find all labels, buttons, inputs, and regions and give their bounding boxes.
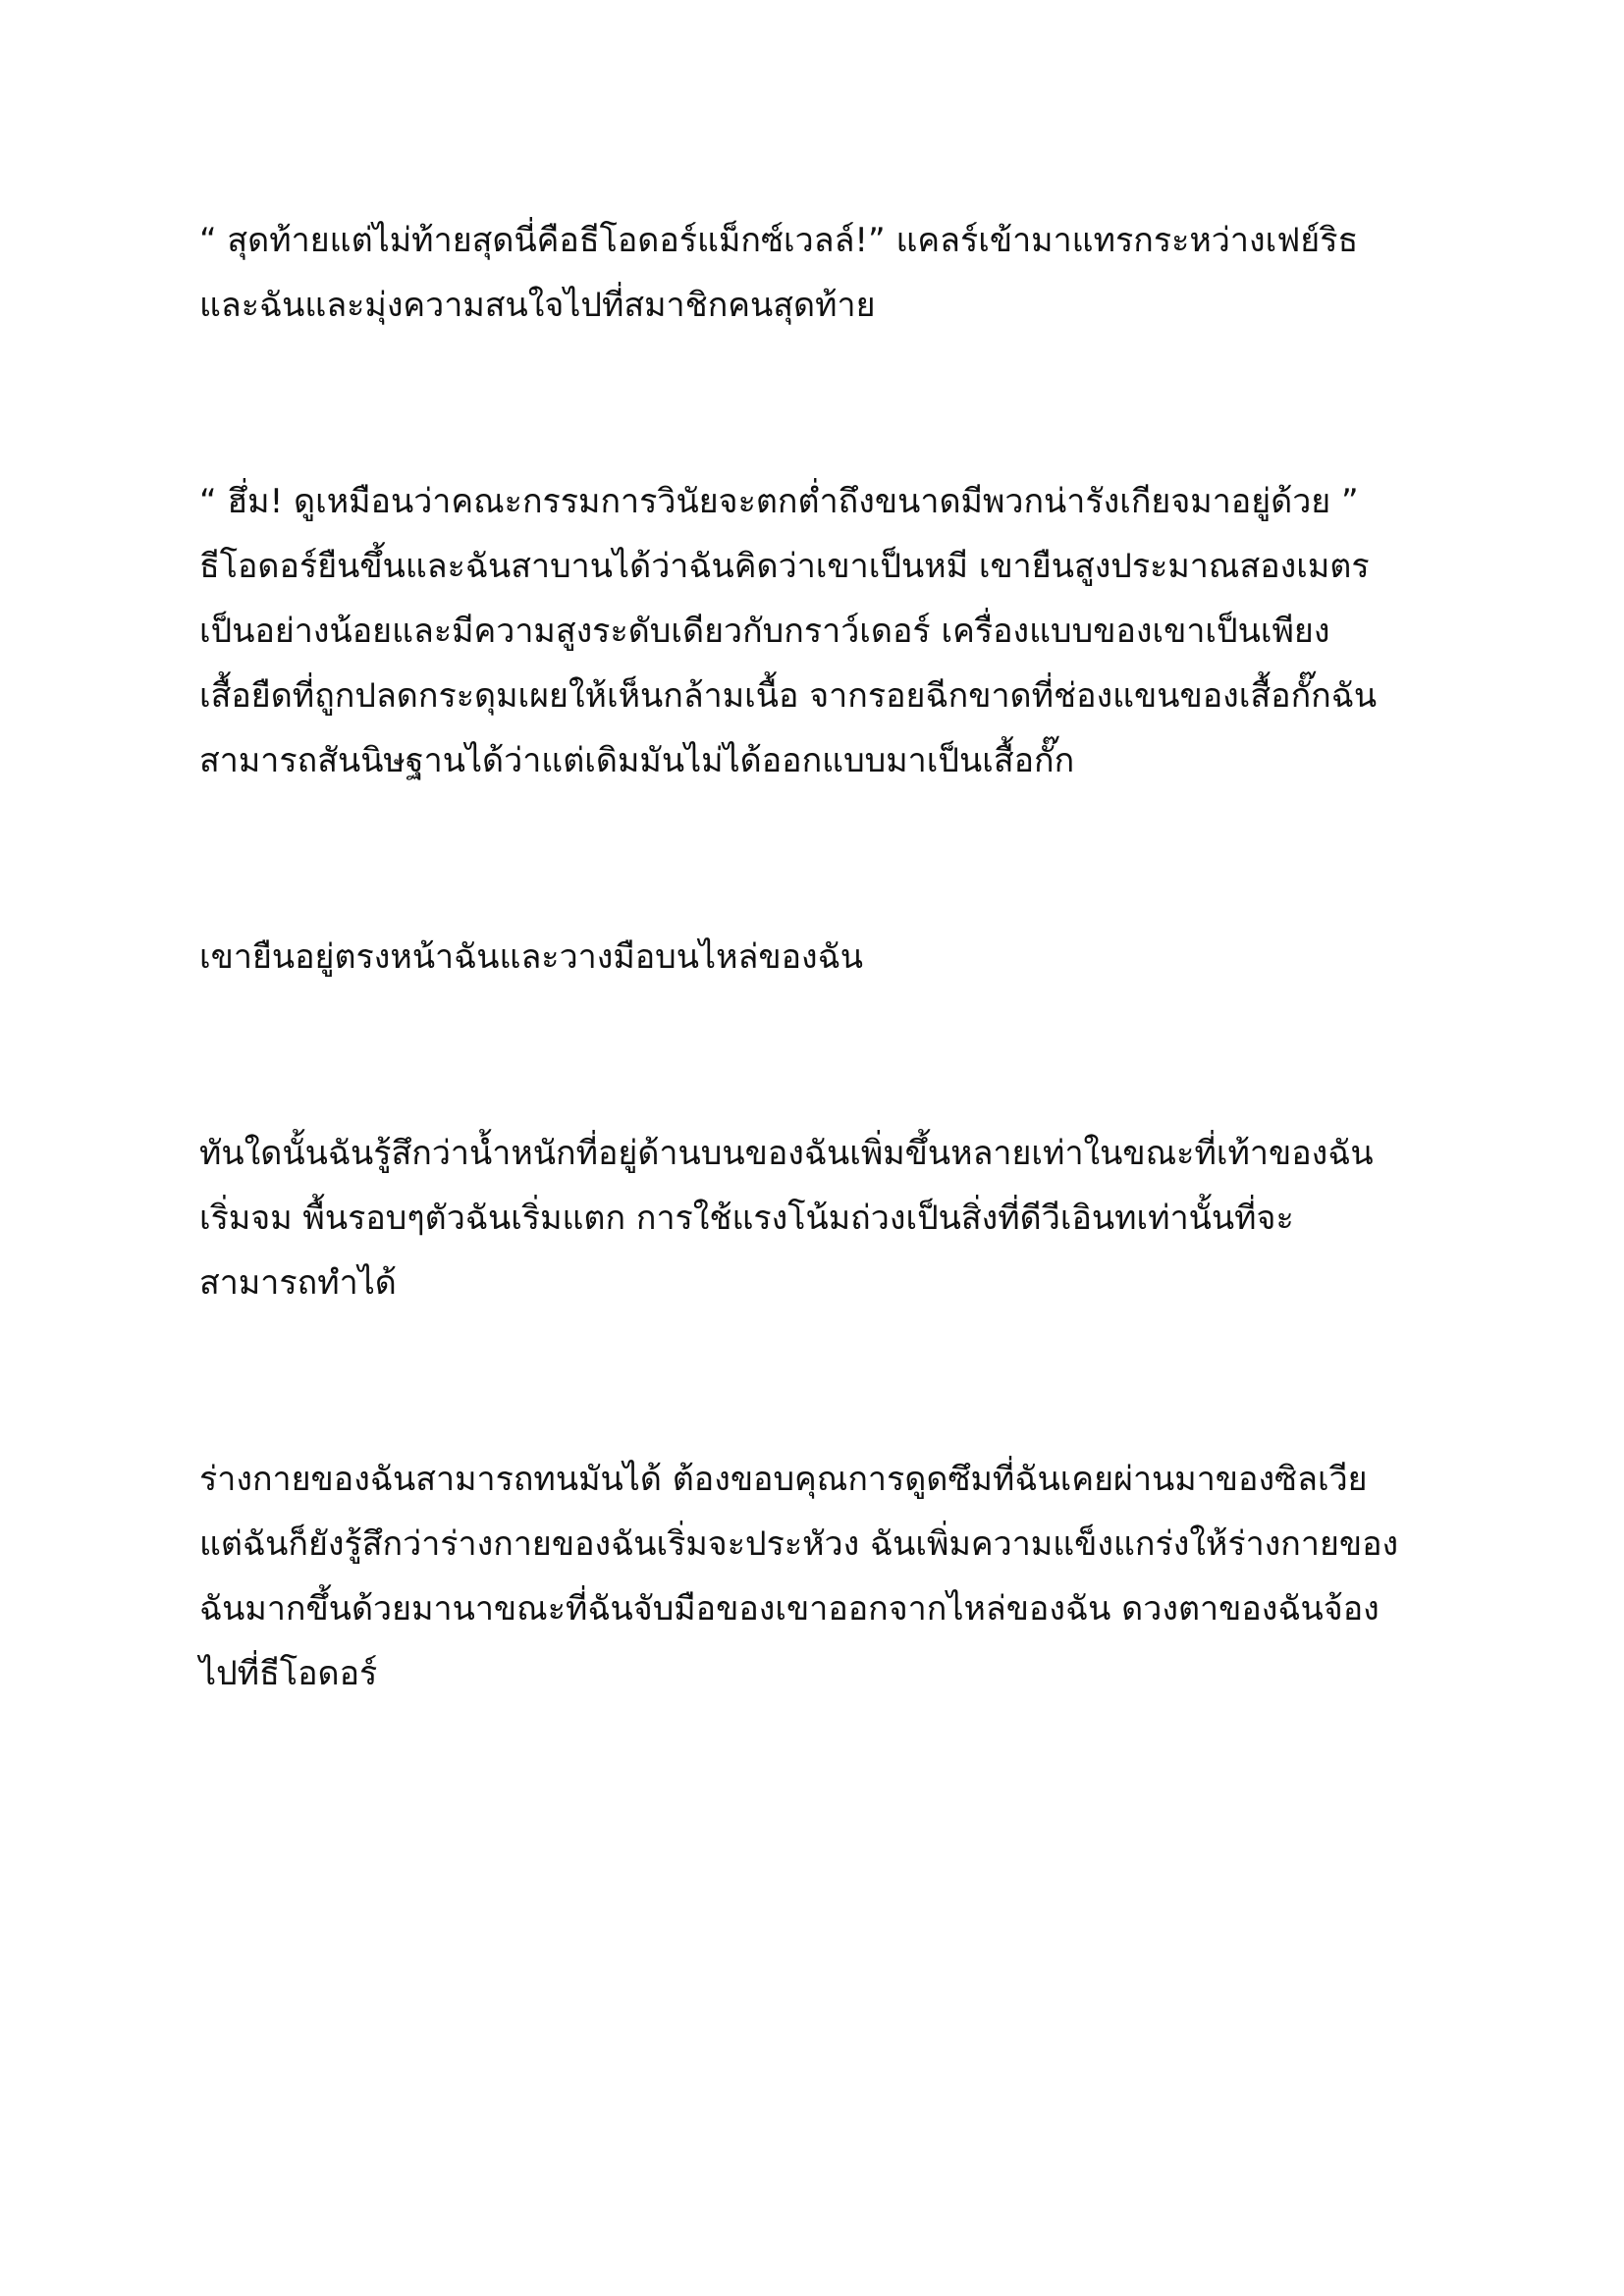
text-line: ไปที่ธีโอดอร์ [199,1654,378,1693]
text-line: สามารถทำได้ [199,1263,397,1303]
text-line: และฉันและมุ่งความสนใจไปที่สมาชิกคนสุดท้าย [199,286,876,325]
paragraph-4 [199,1121,1451,1315]
text-line: เสื้อยืดที่ถูกปลดกระดุมเผยให้เห็นกล้ามเนื้อ จากรอยฉีกขาดที่ช่องแขนของเสื้อกั๊กฉัน [199,676,1378,716]
text-line: ร่างกายของฉันสามารถทนมันได้ ต้องขอบคุณการดูดซึมที่ฉันเคยผ่านมาของซิลเวีย [199,1460,1368,1499]
text-line: แต่ฉันก็ยังรู้สึกว่าร่างกายของฉันเริ่มจะประหัวง ฉันเพิ่มความแข็งแกร่งให้ร่างกายของ [199,1524,1399,1564]
text-line: เป็นอย่างน้อยและมีความสูงระดับเดียวกับกราว์เดอร์ เครื่องแบบของเขาเป็นเพียง [199,612,1330,651]
text-line: “ สุดท้ายแต่ไม่ท้ายสุดนี่คือธีโอดอร์แม็กซ์เวลล์!” แคลร์เข้ามาแทรกระหว่างเฟย์ริธ [199,221,1359,260]
text-line: ฉันมากขึ้นด้วยมานาขณะที่ฉันจับมือของเขาออกจากไหล่ของฉัน ดวงตาของฉันจ้อง [199,1589,1380,1629]
paragraph-5 [199,1447,1451,1706]
text-line: เขายืนอยู่ตรงหน้าฉันและวางมือบนไหล่ของฉัน [199,937,864,977]
text-line: สามารถสันนิษฐานได้ว่าแต่เดิมมันไม่ได้ออกแบบมาเป็นเสื้อกั๊ก [199,741,1075,780]
text-line: ธีโอดอร์ยืนขึ้นและฉันสาบานได้ว่าฉันคิดว่าเขาเป็นหมี เขายืนสูงประมาณสองเมตร [199,547,1370,586]
text-line: “ ฮึ่ม! ดูเหมือนว่าคณะกรรมการวินัยจะตกต่ำถึงขนาดมีพวกน่ารังเกียจมาอยู่ด้วย ” [199,482,1359,521]
text-line: เริ่มจม พื้นรอบๆตัวฉันเริ่มแตก การใช้แรงโน้มถ่วงเป็นสิ่งที่ดีวีเอินทเท่านั้นที่จะ [199,1199,1294,1238]
document-body [199,208,1451,1838]
paragraph-1 [199,208,1451,338]
paragraph-3 [199,925,1451,989]
paragraph-2 [199,469,1451,793]
text-line: ทันใดนั้นฉันรู้สึกว่าน้ำหนักที่อยู่ด้านบนของฉันเพิ่มขึ้นหลายเท่าในขณะที่เท้าของฉัน [199,1134,1374,1173]
